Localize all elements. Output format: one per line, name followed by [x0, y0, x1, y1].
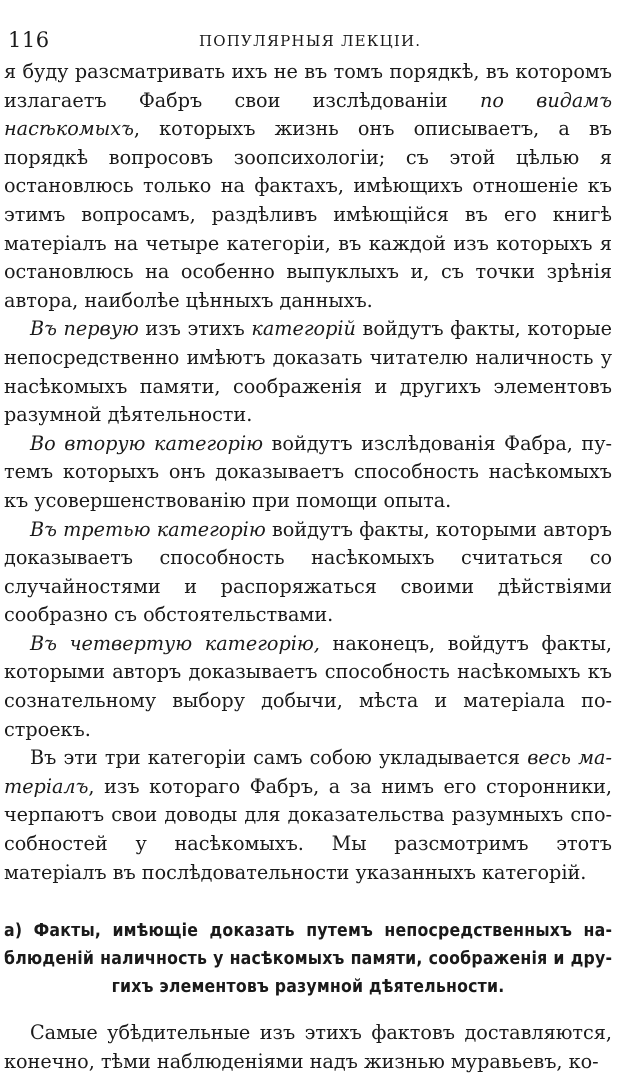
paragraph-2 [4, 315, 612, 429]
body-text [4, 58, 612, 1076]
text-run: я буду разсматривать ихъ не въ томъ порядкѣ, въ которомъ излагаетъ Фабръ свои изслѣдованіи [4, 60, 612, 112]
text-run: , изъ котораго Фабръ, а за нимъ его сторонники, черпаютъ свои доводы для доказательства разумныхъ способностей у насѣкомыхъ. Мы разсмотримъ этотъ матеріалъ въ послѣдовательности указанныхъ категорій. [4, 774, 612, 884]
italic-run: категорій [251, 317, 356, 341]
paragraph-1 [4, 58, 612, 315]
section-heading: а) Факты, имѣющіе доказать путемъ непосредственныхъ наблюденій наличность у насѣкомыхъ памяти, соображенія и другихъ элементовъ разумной дѣятельности. [4, 921, 612, 998]
italic-run: Въ третью категорію [30, 517, 266, 541]
italic-run: Въ первую [30, 317, 139, 341]
paragraph-4 [4, 516, 612, 630]
paragraph-final: Самые убѣдительные изъ этихъ фактовъ доставляются, конечно, тѣми наблюденіями надъ жизнью муравьевъ, ко- [4, 1021, 612, 1073]
italic-run: Въ четвертую категорію, [30, 631, 320, 655]
text-run: войдутъ изслѣдованія Фабра, путемъ которыхъ онъ доказываетъ способность насѣкомыхъ къ усовершенствованію при помощи опыта. [4, 431, 612, 512]
paragraph-5 [4, 630, 612, 744]
text-run: наконецъ, войдутъ факты, которыми авторъ доказываетъ способность насѣкомыхъ къ сознательному выбору добычи, мѣста и матеріала построекъ. [4, 631, 612, 741]
paragraph-3 [4, 430, 612, 516]
italic-run: по видамъ насѣкомыхъ [4, 88, 612, 141]
paragraph-6 [4, 744, 612, 887]
running-head [4, 0, 612, 58]
text-run: войдутъ факты, которые непосредственно имѣютъ доказать читателю наличность у насѣкомыхъ памяти, соображенія и другихъ элементовъ разумной дѣятельности. [4, 317, 612, 427]
text-run: изъ этихъ [138, 317, 252, 341]
italic-run: весь матеріалъ [4, 746, 612, 798]
italic-run: Во вторую категорію [30, 431, 263, 455]
page-number: 116 [8, 28, 50, 52]
text-run: войдутъ факты, которыми авторъ доказываетъ способность насѣкомыхъ считаться со случайностями и распоряжаться своими дѣйствіями сообразно съ обстоятельствами. [4, 517, 612, 627]
running-title: ПОПУЛЯРНЫЯ ЛЕКЦІИ. [199, 32, 422, 50]
text-run: , которыхъ жизнь онъ описываетъ, а въ порядкѣ вопросовъ зоопсихологіи; съ этой цѣлью я остановлюсь только на фактахъ, имѣющихъ отношеніе къ этимъ вопросамъ, раздѣливъ имѣющійся въ его книгѣ матеріалъ на четыре категоріи, въ каждой изъ которыхъ я остановлюсь на особенно выпуклыхъ и, съ точки зрѣнія автора, наиболѣе цѣнныхъ данныхъ. [4, 117, 612, 312]
text-run: Въ эти три категоріи самъ собою укладывается [30, 746, 528, 770]
